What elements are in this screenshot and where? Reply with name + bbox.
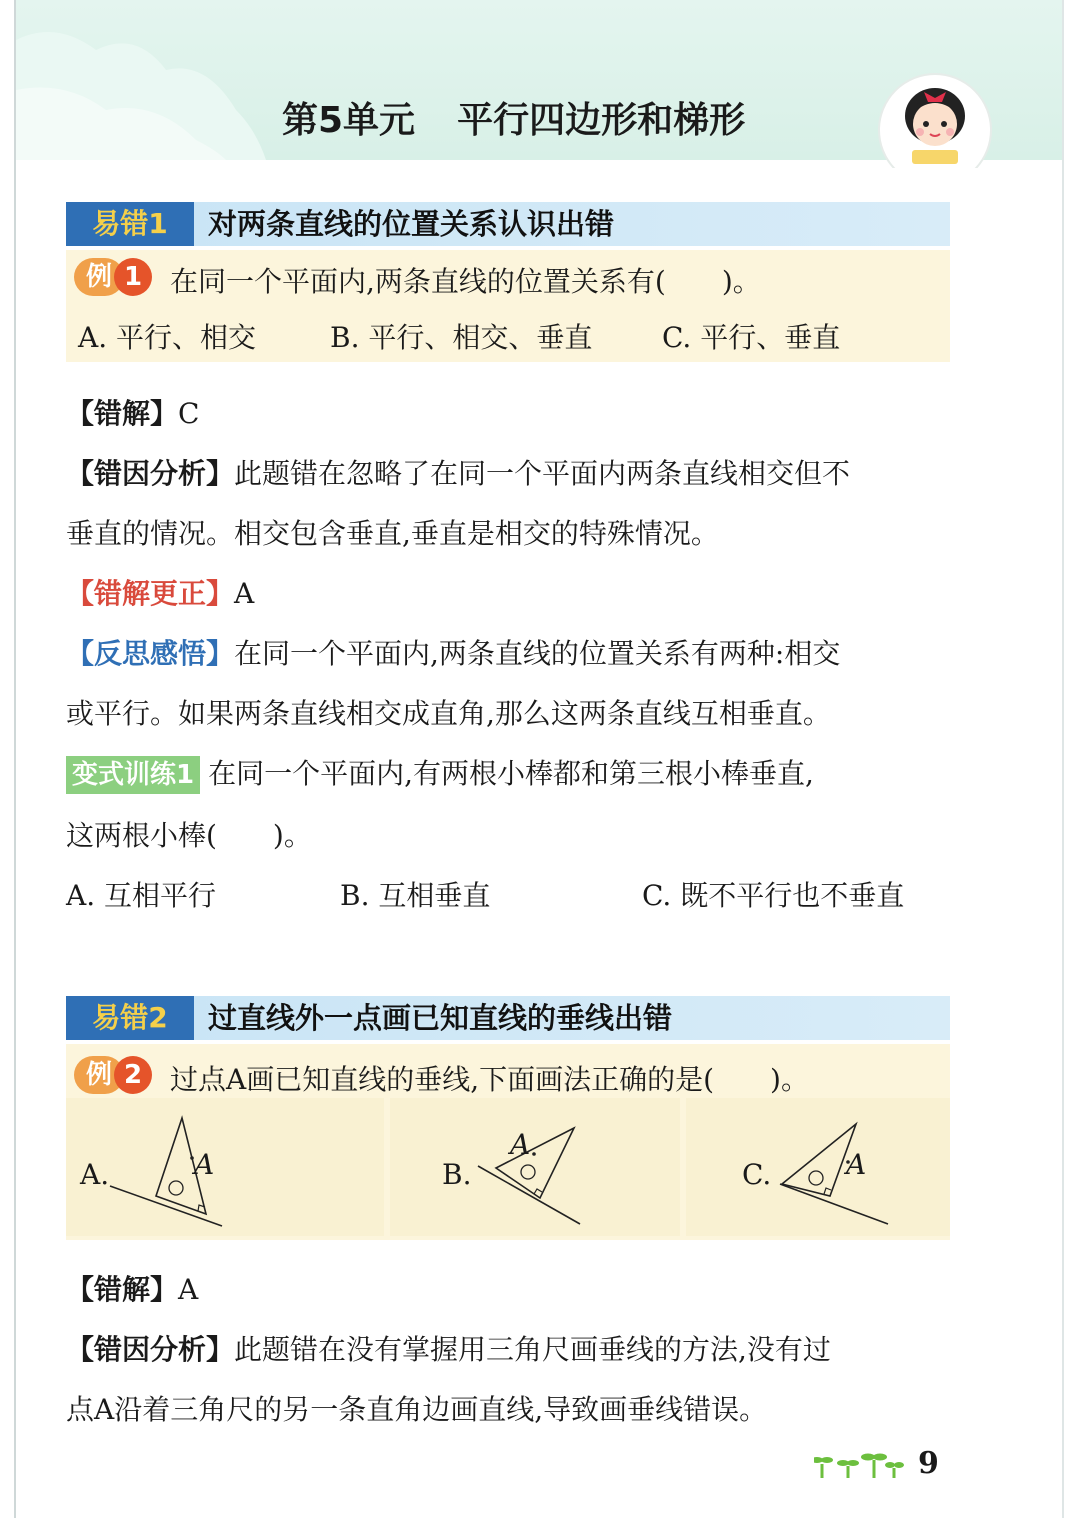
figure-a-point-label: A bbox=[194, 1148, 215, 1181]
figure-c-point-label: A bbox=[846, 1148, 867, 1181]
unit-number: 第5单元 bbox=[282, 100, 416, 141]
unit-title bbox=[282, 92, 842, 148]
practice-1-option-c: C. 既不平行也不垂直 bbox=[642, 879, 905, 912]
correction-value: A bbox=[234, 577, 255, 610]
correction-1 bbox=[66, 572, 254, 612]
analysis-text: 此题错在忽略了在同一个平面内两条直线相交但不 bbox=[234, 457, 851, 490]
practice-1-line2: 这两根小棒( )。 bbox=[66, 819, 312, 852]
analysis-text: 此题错在没有掌握用三角尺画垂线的方法,没有过 bbox=[234, 1333, 831, 1366]
wrong-answer-value: A bbox=[178, 1273, 199, 1306]
figure-c-label: C. bbox=[742, 1158, 772, 1191]
practice-1-line1 bbox=[66, 752, 814, 794]
girl-mascot-icon bbox=[872, 72, 998, 168]
analysis-2-line1 bbox=[66, 1328, 831, 1368]
figure-a-label: A. bbox=[80, 1158, 110, 1191]
correction-label: 【错解更正】 bbox=[66, 577, 235, 610]
figure-b-label: B. bbox=[442, 1158, 472, 1191]
example-1-question: 在同一个平面内,两条直线的位置关系有( )。 bbox=[170, 265, 761, 298]
analysis-label: 【错因分析】 bbox=[66, 1333, 235, 1366]
practice-1-text: 在同一个平面内,有两根小棒都和第三根小棒垂直, bbox=[208, 757, 814, 790]
figure-c-triangle-ruler bbox=[774, 1118, 894, 1228]
wrong-answer-1 bbox=[66, 392, 199, 432]
reflection-1-line1 bbox=[66, 632, 840, 672]
example-badge-number: 1 bbox=[114, 258, 152, 296]
reflection-text: 在同一个平面内,两条直线的位置关系有两种:相交 bbox=[234, 637, 841, 670]
page-number: 9 bbox=[918, 1446, 939, 1481]
reflection-1-line2: 或平行。如果两条直线相交成直角,那么这两条直线互相垂直。 bbox=[66, 697, 831, 730]
cloud-decoration bbox=[16, 0, 266, 160]
example-1-option-a: A. 平行、相交 bbox=[78, 321, 257, 354]
error-1-header bbox=[66, 202, 950, 246]
wrong-answer-label: 【错解】 bbox=[66, 1273, 179, 1306]
practice-1-option-b: B. 互相垂直 bbox=[340, 879, 491, 912]
analysis-1-line2: 垂直的情况。相交包含垂直,垂直是相交的特殊情况。 bbox=[66, 517, 719, 550]
error-2-header bbox=[66, 996, 950, 1040]
sprout-decoration-icon bbox=[814, 1450, 904, 1480]
error-2-tag: 易错2 bbox=[66, 996, 194, 1040]
example-1-option-b: B. 平行、相交、垂直 bbox=[330, 321, 593, 354]
unit-name: 平行四边形和梯形 bbox=[457, 100, 746, 141]
page-edge-left bbox=[14, 0, 16, 1518]
example-badge-label: 例 bbox=[74, 1056, 124, 1094]
example-2-question: 过点A画已知直线的垂线,下面画法正确的是( )。 bbox=[170, 1063, 809, 1096]
example-1-box bbox=[66, 250, 950, 362]
example-badge-number: 2 bbox=[114, 1056, 152, 1094]
error-1-tag: 易错1 bbox=[66, 202, 194, 246]
example-2-badge bbox=[74, 1056, 158, 1094]
page-edge-right bbox=[1062, 0, 1064, 1518]
error-2-title: 过直线外一点画已知直线的垂线出错 bbox=[208, 1001, 673, 1035]
analysis-2-line2: 点A沿着三角尺的另一条直角边画直线,导致画垂线错误。 bbox=[66, 1393, 768, 1426]
reflection-label: 【反思感悟】 bbox=[66, 637, 235, 670]
example-1-option-c: C. 平行、垂直 bbox=[662, 321, 841, 354]
wrong-answer-label: 【错解】 bbox=[66, 397, 179, 430]
wrong-answer-2 bbox=[66, 1268, 198, 1308]
practice-1-option-a: A. 互相平行 bbox=[66, 879, 217, 912]
analysis-1-line1 bbox=[66, 452, 850, 492]
wrong-answer-value: C bbox=[178, 397, 200, 430]
analysis-label: 【错因分析】 bbox=[66, 457, 235, 490]
example-1-badge bbox=[74, 258, 158, 296]
example-badge-label: 例 bbox=[74, 258, 124, 296]
figure-b-point-label: A bbox=[510, 1128, 531, 1161]
error-1-title: 对两条直线的位置关系认识出错 bbox=[208, 207, 615, 241]
practice-1-tag: 变式训练1 bbox=[66, 756, 200, 794]
